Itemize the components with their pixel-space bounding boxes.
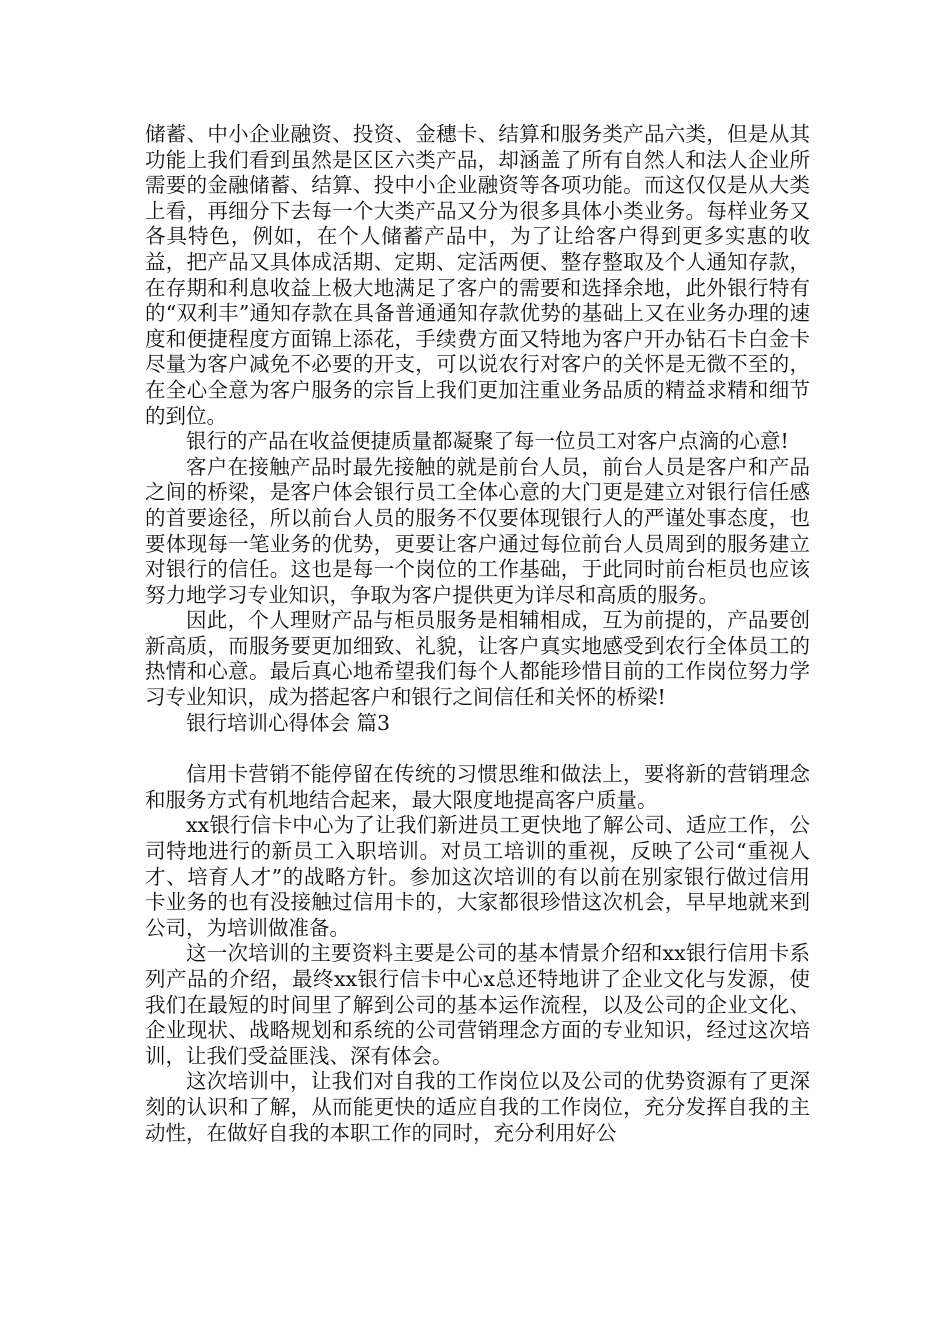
document-page	[145, 122, 810, 1146]
section-paragraph-3: 这一次培训的主要资料主要是公司的基本情景介绍和xx银行信用卡系列产品的介绍，最终xx银行信卡中心x总还特地讲了企业文化与发源，使我们在最短的时间里了解到公司的基本运作流程，以及公司的企业文化、企业现状、战略规划和系统的公司营销理念方面的专业知识，经过这次培训，让我们受益匪浅、深有体会。	[145, 941, 810, 1068]
body-paragraph-2: 银行的产品在收益便捷质量都凝聚了每一位员工对客户点滴的心意!	[186, 429, 789, 454]
section-paragraph-4: 这次培训中，让我们对自我的工作岗位以及公司的优势资源有了更深刻的认识和了解，从而能更快的适应自我的工作岗位，充分发挥自我的主动性，在做好自我的本职工作的同时，充分利用好公	[145, 1069, 810, 1145]
section-heading: 银行培训心得体会 篇3	[186, 710, 391, 735]
body-paragraph-4: 因此，个人理财产品与柜员服务是相辅相成，互为前提的，产品要创新高质，而服务要更加细致、礼貌，让客户真实地感受到农行全体员工的热情和心意。最后真心地希望我们每个人都能珍惜目前的工作岗位努力学习专业知识，成为搭起客户和银行之间信任和关怀的桥梁!	[145, 608, 810, 710]
body-paragraph-1: 储蓄、中小企业融资、投资、金穗卡、结算和服务类产品六类，但是从其功能上我们看到虽然是区区六类产品，却涵盖了所有自然人和法人企业所需要的金融储蓄、结算、投中小企业融资等各项功能。而这仅仅是从大类上看，再细分下去每一个大类产品又分为很多具体小类业务。每样业务又各具特色，例如，在个人储蓄产品中，为了让给客户得到更多实惠的收益，把产品又具体成活期、定期、定活两便、整存整取及个人通知存款，在存期和利息收益上极大地满足了客户的需要和选择余地，此外银行特有的“双利丰”通知存款在具备普通通知存款优势的基础上又在业务办理的速度和便捷程度方面锦上添花，手续费方面又特地为客户开办钻石卡白金卡尽量为客户减免不必要的开支，可以说农行对客户的关怀是无微不至的，在全心全意为客户服务的宗旨上我们更加注重业务品质的精益求精和细节的到位。	[145, 122, 810, 428]
section-paragraph-1: 信用卡营销不能停留在传统的习惯思维和做法上，要将新的营销理念和服务方式有机地结合起来，最大限度地提高客户质量。	[145, 762, 810, 812]
section-paragraph-2: xx银行信卡中心为了让我们新进员工更快地了解公司、适应工作，公司特地进行的新员工入职培训。对员工培训的重视，反映了公司“重视人才、培育人才”的战略方针。参加这次培训的有以前在别家银行做过信用卡业务的也有没接触过信用卡的，大家都很珍惜这次机会，早早地就来到公司，为培训做准备。	[145, 813, 810, 940]
body-paragraph-3: 客户在接触产品时最先接触的就是前台人员，前台人员是客户和产品之间的桥梁，是客户体会银行员工全体心意的大门更是建立对银行信任感的首要途径，所以前台人员的服务不仅要体现银行人的严谨处事态度，也要体现每一笔业务的优势，更要让客户通过每位前台人员周到的服务建立对银行的信任。这也是每一个岗位的工作基础，于此同时前台柜员也应该努力地学习专业知识，争取为客户提供更为详尽和高质的服务。	[145, 454, 810, 607]
